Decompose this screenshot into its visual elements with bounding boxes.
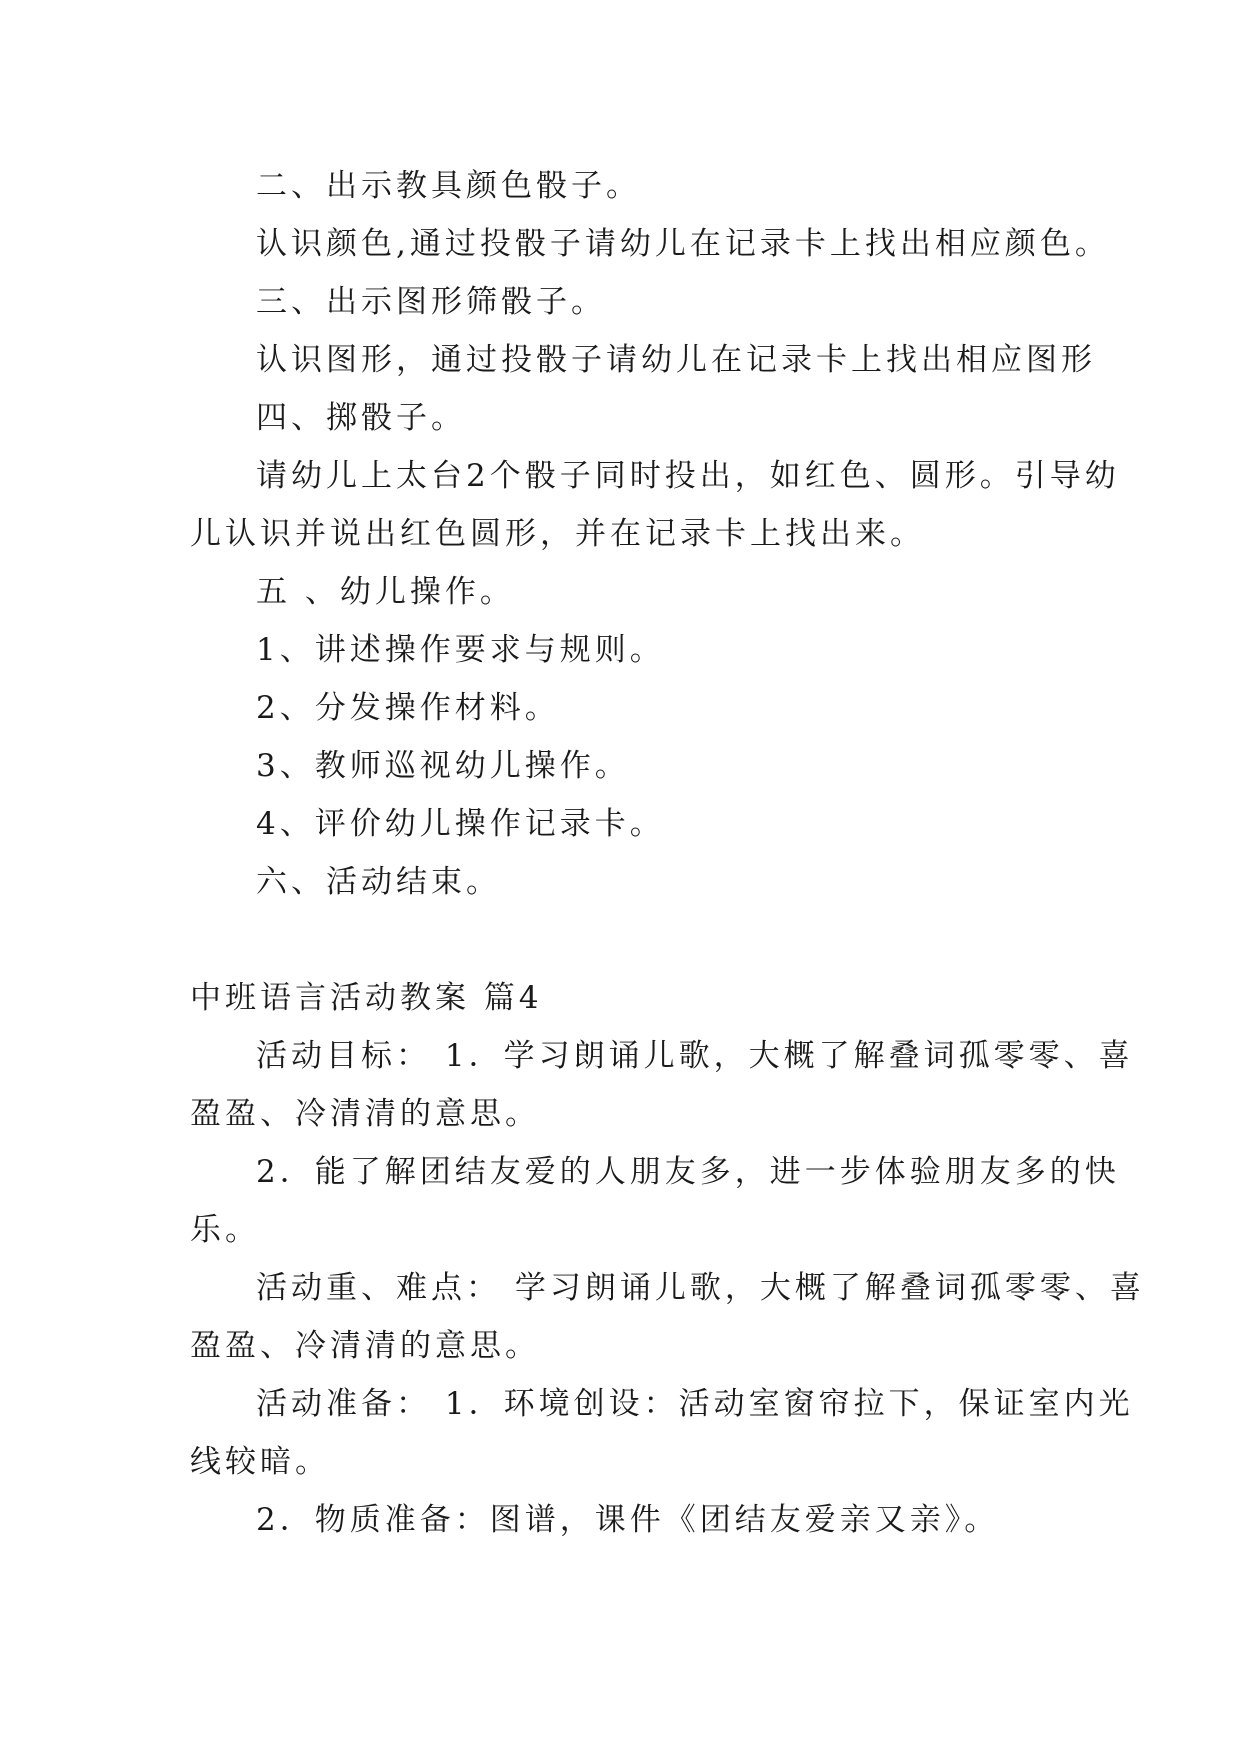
section-title: 中班语言活动教案 篇4 <box>190 980 543 1016</box>
list-item-1: 1、讲述操作要求与规则。 <box>256 632 665 668</box>
list-item-2: 2、分发操作材料。 <box>256 690 560 726</box>
paragraph-throw-dice: 请幼儿上太台2个骰子同时投出，如红色、圆形。引导幼儿认识并说出红色圆形，并在记录卡上找出来。 <box>190 458 1120 552</box>
paragraph-step-3: 三、出示图形筛骰子。 <box>256 284 606 320</box>
paragraph-step-5: 五 、幼儿操作。 <box>256 574 515 610</box>
list-item-3: 3、教师巡视幼儿操作。 <box>256 748 630 784</box>
section-gap <box>190 911 1150 969</box>
list-item-4: 4、评价幼儿操作记录卡。 <box>256 806 665 842</box>
paragraph-shape-recognition: 认识图形，通过投骰子请幼儿在记录卡上找出相应图形 <box>256 342 1096 378</box>
paragraph-preparation: 活动准备： 1．环境创设：活动室窗帘拉下，保证室内光线较暗。 <box>190 1386 1134 1480</box>
document-body <box>190 157 1150 1549</box>
paragraph-objectives: 活动目标： 1．学习朗诵儿歌，大概了解叠词孤零零、喜盈盈、冷清清的意思。 <box>190 1038 1134 1132</box>
paragraph-objective-2: 2．能了解团结友爱的人朋友多，进一步体验朋友多的快乐。 <box>190 1154 1120 1248</box>
paragraph-color-recognition: 认识颜色,通过投骰子请幼儿在记录卡上找出相应颜色。 <box>256 226 1110 262</box>
paragraph-step-4: 四、掷骰子。 <box>256 400 466 436</box>
paragraph-step-2: 二、出示教具颜色骰子。 <box>256 168 641 204</box>
paragraph-key-points: 活动重、难点： 学习朗诵儿歌，大概了解叠词孤零零、喜盈盈、冷清清的意思。 <box>190 1270 1145 1364</box>
paragraph-materials: 2．物质准备：图谱，课件《团结友爱亲又亲》。 <box>256 1502 1000 1538</box>
paragraph-step-6: 六、活动结束。 <box>256 864 501 900</box>
